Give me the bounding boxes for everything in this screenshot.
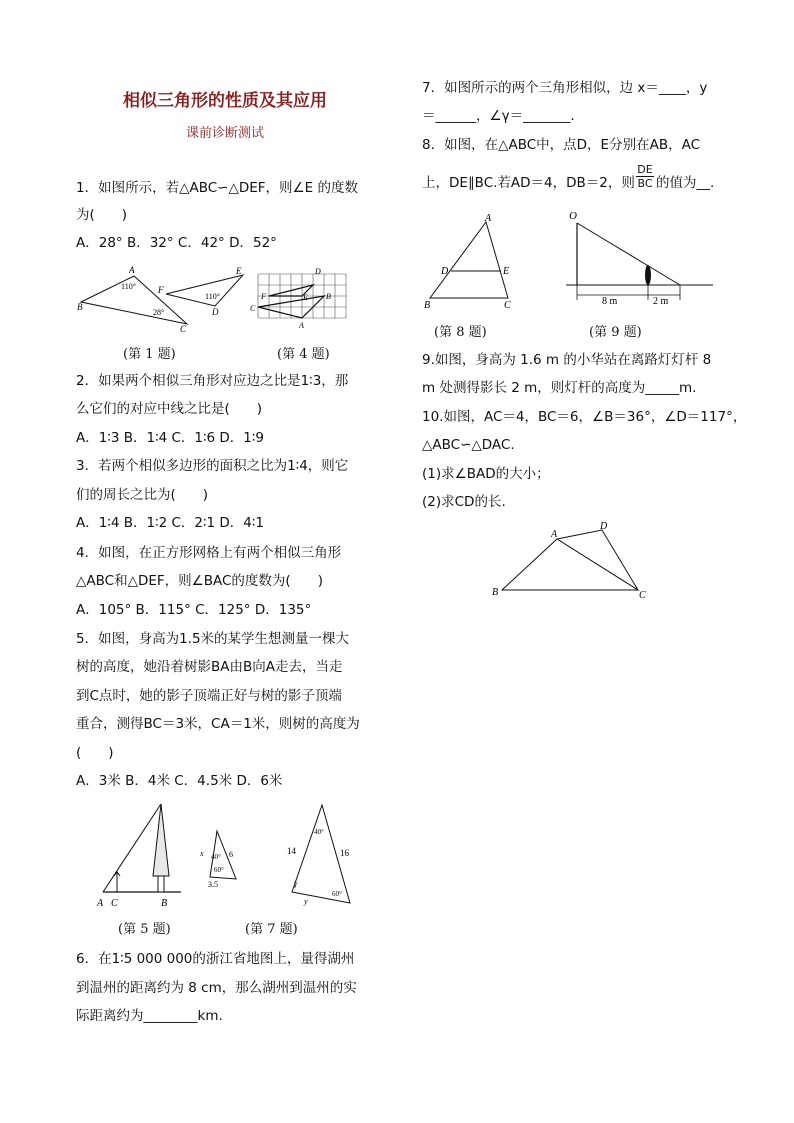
fig7-angle-40: 40°: [211, 853, 221, 861]
page-title: 相似三角形的性质及其应用: [123, 91, 327, 111]
q6-line1: 6．在1∶5 000 000的浙江省地图上，量得湖州: [76, 951, 355, 967]
q8-line2a: 上，DE∥BC.若AD＝4，DB＝2，则: [422, 175, 635, 191]
figure-q7: [198, 798, 363, 910]
q2-line1: 2．如果两个相似三角形对应边之比是1∶3，那: [76, 373, 349, 389]
q9-line2: m 处测得影长 2 m，则灯杆的高度为_____m.: [422, 380, 697, 396]
fig9-label-8m: 8 m: [602, 296, 618, 307]
fig5-label-c: C: [111, 898, 118, 909]
q2-line2: 么它们的对应中线之比是( ): [76, 401, 263, 417]
q10-line2: △ABC∽△DAC.: [422, 437, 515, 453]
q4-caption: (第 4 题): [277, 347, 330, 362]
q3-line1: 3．若两个相似多边形的面积之比为1∶4，则它: [76, 458, 349, 474]
q6-line3: 际距离约为________km.: [76, 1008, 223, 1024]
fig4-label-b: B: [326, 292, 331, 301]
fig10-label-b: B: [492, 587, 499, 598]
q5-caption: (第 5 题): [118, 922, 171, 937]
fig4-label-f: F: [261, 292, 266, 301]
figure-q5: [93, 800, 193, 910]
fig8-label-c: C: [504, 300, 511, 311]
fig7-label-gamma: γ: [294, 879, 298, 888]
q4-line2: △ABC和△DEF，则∠BAC的度数为( ): [76, 573, 323, 589]
fig4-label-a: A: [299, 321, 304, 330]
q4-line1: 4．如图，在正方形网格上有两个相似三角形: [76, 545, 342, 561]
q8-line1: 8．如图，在△ABC中，点D，E分别在AB，AC: [422, 137, 701, 153]
fig8-label-d: D: [441, 266, 449, 277]
fig7-angle-60: 60°: [214, 866, 224, 874]
fig8-label-e: E: [503, 266, 510, 277]
fig7-label-16: 16: [340, 848, 349, 858]
q7-line1: 7．如图所示的两个三角形相似，边 x＝____，y: [422, 80, 708, 96]
q8-fraction: [636, 163, 654, 190]
q8-caption: (第 8 题): [434, 325, 487, 340]
fig7-label-35: 3.5: [208, 880, 218, 889]
q1-caption: (第 1 题): [123, 347, 176, 362]
figure-q9: [560, 205, 720, 310]
q8-line2b: 的值为__.: [656, 175, 715, 191]
fig1-label-f: F: [158, 285, 164, 295]
q5-line2: 树的高度，她沿着树影BA由B向A走去，当走: [76, 659, 343, 675]
fig8-label-a: A: [485, 213, 492, 224]
fig1-label-e: E: [236, 266, 242, 276]
q6-line2: 到温州的距离约为 8 cm，那么湖州到温州的实: [76, 980, 357, 996]
fig1-angle-a: 110°: [121, 282, 136, 291]
page-subtitle: 课前诊断测试: [185, 126, 264, 141]
fig9-label-2m: 2 m: [653, 296, 669, 307]
q3-options: A．1∶4 B．1∶2 C．2∶1 D．4∶1: [76, 515, 264, 531]
q1-line2: 为( ): [76, 207, 128, 223]
fig4-label-c: C: [250, 304, 256, 313]
fig1-label-b: B: [77, 302, 83, 312]
fig7-angle-b60: 60°: [332, 890, 342, 898]
fig4-label-d: D: [315, 268, 321, 276]
q10-sub2: (2)求CD的长.: [422, 494, 506, 510]
figure-q1: [76, 262, 251, 334]
fig1-angle-e: 110°: [205, 292, 220, 301]
fig7-label-6: 6: [229, 850, 233, 859]
q5-line1: 5．如图，身高为1.5米的某学生想测量一棵大: [76, 631, 350, 647]
figure-q8: [422, 212, 522, 312]
q9-line1: 9.如图，身高为 1.6 m 的小华站在离路灯灯杆 8: [422, 352, 712, 368]
q5-line4: 重合，测得BC＝3米，CA＝1米，则树的高度为: [76, 716, 360, 732]
fig4-label-e: E: [303, 293, 308, 302]
fig10-label-c: C: [639, 590, 646, 601]
fig7-angle-b40: 40°: [314, 828, 324, 836]
q7-line2: ＝______，∠γ＝_______.: [422, 108, 575, 124]
fig5-label-b: B: [161, 898, 168, 909]
q4-options: A．105° B．115° C．125° D．135°: [76, 602, 312, 618]
q9-caption: (第 9 题): [589, 325, 642, 340]
fig1-label-a: A: [129, 265, 135, 275]
q5-options: A．3米 B．4米 C．4.5米 D．6米: [76, 773, 283, 789]
figure-q4: [250, 268, 350, 330]
q1-line1: 1．如图所示，若△ABC∽△DEF，则∠E 的度数: [76, 180, 358, 196]
q7-caption: (第 7 题): [245, 922, 298, 937]
fig7-label-14: 14: [287, 846, 296, 856]
q2-options: A．1∶3 B．1∶4 C．1∶6 D．1∶9: [76, 430, 264, 446]
fig1-label-c: C: [180, 324, 187, 334]
q3-line2: 们的周长之比为( ): [76, 487, 209, 503]
figure-q10: [488, 518, 658, 603]
q5-line5: ( ): [76, 745, 114, 761]
q10-sub1: (1)求∠BAD的大小；: [422, 466, 550, 482]
fig7-label-x: x: [200, 849, 204, 858]
q8-fraction-den: BC: [637, 177, 653, 190]
q10-line1: 10.如图，AC＝4，BC＝6，∠B＝36°，∠D＝117°，: [422, 409, 747, 425]
fig8-label-b: B: [424, 300, 431, 311]
fig7-label-y: y: [304, 897, 308, 906]
q5-line3: 到C点时，她的影子顶端正好与树的影子顶端: [76, 688, 342, 704]
q8-fraction-num: DE: [637, 163, 653, 176]
q1-options: A．28° B．32° C．42° D．52°: [76, 235, 277, 251]
fig9-label-o: O: [569, 210, 577, 222]
fig10-label-a: A: [551, 529, 558, 540]
fig10-label-d: D: [600, 521, 608, 532]
fig5-label-a: A: [97, 898, 104, 909]
fig1-label-d: D: [212, 307, 219, 317]
fig1-angle-c: 28°: [153, 308, 165, 317]
